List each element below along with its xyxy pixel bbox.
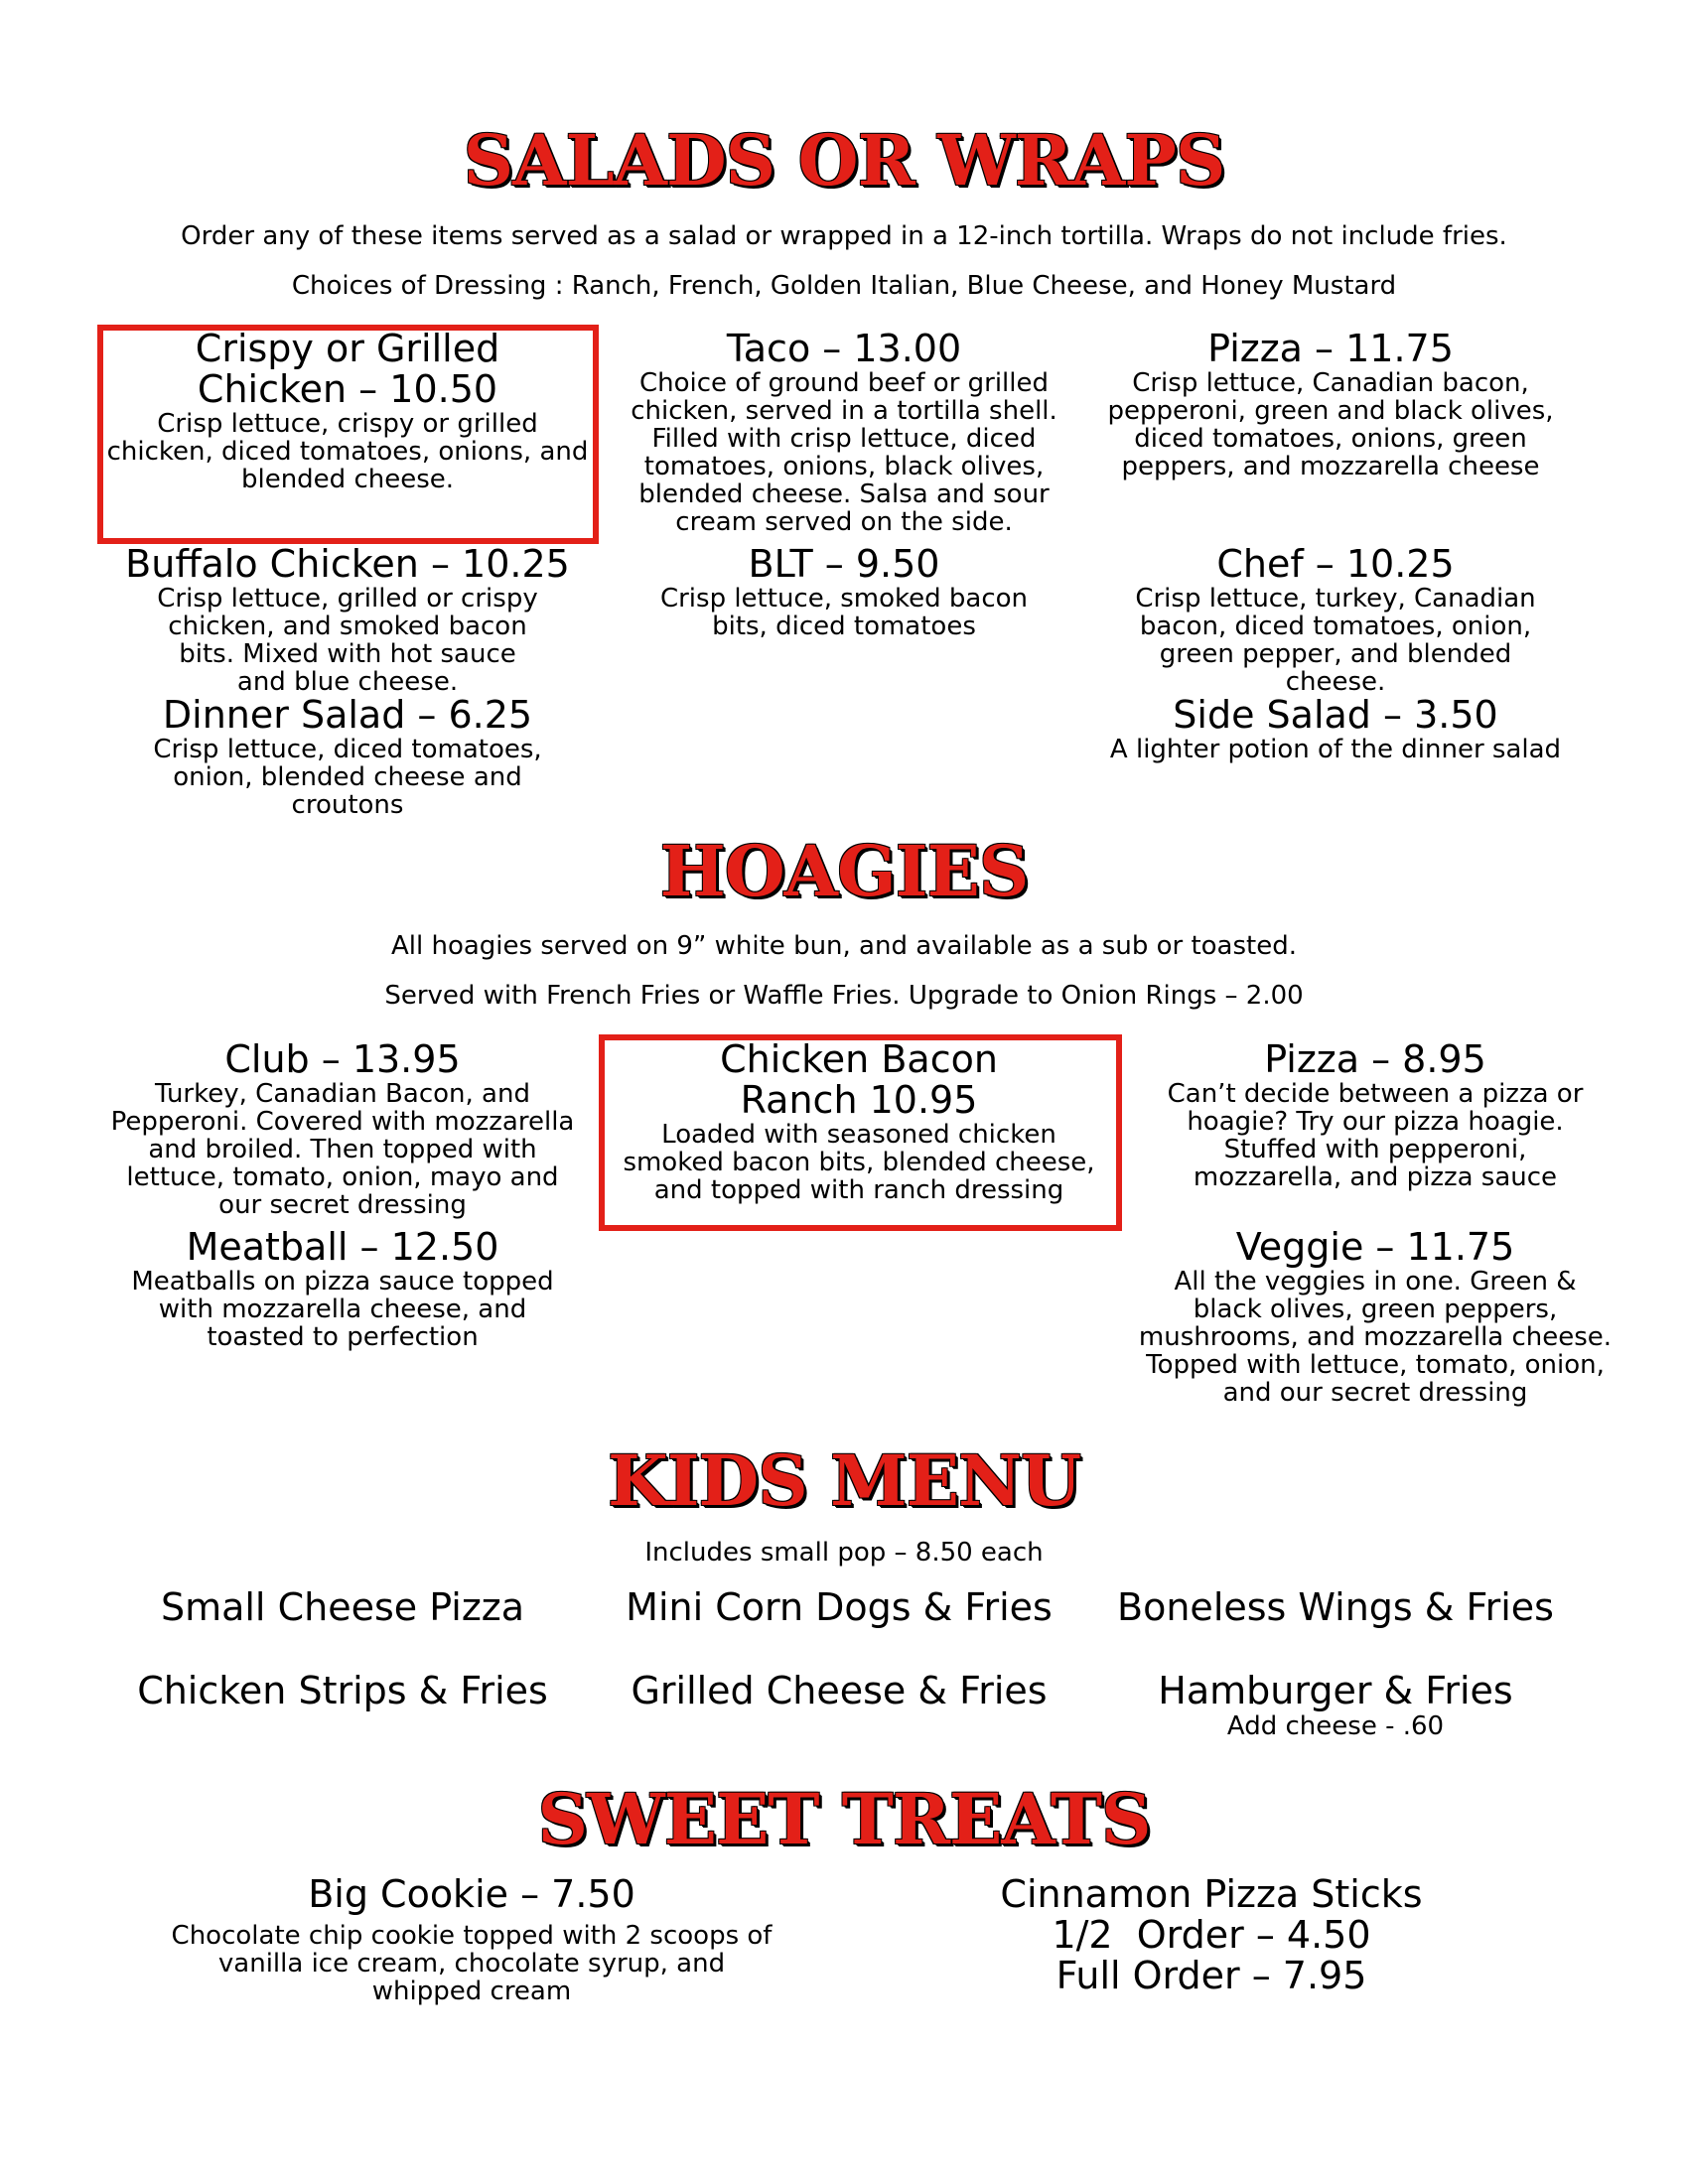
item-name: Small Cheese Pizza	[160, 1585, 525, 1629]
item-price-half-order: 1/2 Order – 4.50	[1052, 1913, 1371, 1957]
kids-item-hamburger	[1097, 1669, 1574, 1740]
menu-item-crispy-grilled-chicken	[104, 329, 591, 493]
item-note: Add cheese - .60	[1226, 1711, 1445, 1741]
item-description: Crisp lettuce, smoked bacon bits, diced tomatoes	[659, 584, 1029, 641]
item-name: Grilled Cheese & Fries	[631, 1669, 1048, 1712]
menu-item-pizza-salad	[1107, 329, 1554, 480]
item-name: BLT – 9.50	[748, 542, 940, 586]
item-description: Meatballs on pizza sauce topped with mozzarella cheese, and toasted to perfection	[131, 1267, 554, 1352]
kids-item-chicken-strips	[104, 1669, 581, 1712]
menu-item-chef	[1107, 544, 1564, 696]
item-name: Hamburger & Fries	[1158, 1669, 1513, 1712]
item-name: Crispy or Grilled Chicken – 10.50	[195, 327, 500, 411]
menu-item-big-cookie	[104, 1874, 839, 2005]
item-name: Chicken Bacon Ranch 10.95	[720, 1037, 998, 1122]
hoagies-heading: HOAGIES	[659, 830, 1029, 912]
kids-item-grilled-cheese	[596, 1669, 1082, 1712]
item-description: Crisp lettuce, turkey, Canadian bacon, diced tomatoes, onion, green pepper, and blended cheese.	[1135, 584, 1536, 697]
menu-item-meatball	[104, 1227, 581, 1351]
item-name: Pizza – 11.75	[1207, 327, 1454, 370]
item-description: A lighter potion of the dinner salad	[1109, 735, 1562, 764]
menu-item-side-salad	[1107, 695, 1564, 763]
item-name: Veggie – 11.75	[1235, 1225, 1515, 1269]
item-name: Chicken Strips & Fries	[137, 1669, 548, 1712]
item-name-line: Cinnamon Pizza Sticks	[1000, 1872, 1423, 1916]
menu-item-blt	[631, 544, 1057, 640]
item-description: Loaded with seasoned chicken smoked bacon bits, blended cheese, and topped with ranch dressing	[623, 1120, 1095, 1205]
salads-dressing-choices: Choices of Dressing : Ranch, French, Golden Italian, Blue Cheese, and Honey Mustard	[291, 271, 1397, 301]
hoagies-intro: All hoagies served on 9” white bun, and available as a sub or toasted.	[390, 931, 1297, 961]
menu-item-chicken-bacon-ranch	[611, 1039, 1107, 1204]
item-name: Mini Corn Dogs & Fries	[626, 1585, 1053, 1629]
item-name: Pizza – 8.95	[1264, 1037, 1486, 1081]
item-price-full-order: Full Order – 7.95	[1055, 1954, 1367, 1997]
menu-item-pizza-hoagie	[1137, 1039, 1614, 1191]
item-description: Can’t decide between a pizza or hoagie? Try our pizza hoagie. Stuffed with pepperoni, mozzarella, and pizza sauce	[1167, 1079, 1584, 1192]
menu-item-dinner-salad	[104, 695, 591, 819]
item-description: All the veggies in one. Green & black olives, green peppers, mushrooms, and mozzarella cheese. Topped with lettuce, tomato, onion, and our secret dressing	[1138, 1267, 1613, 1408]
item-name: Club – 13.95	[224, 1037, 461, 1081]
salads-heading: SALADS OR WRAPS	[463, 119, 1225, 202]
treats-heading: SWEET TREATS	[537, 1778, 1151, 1860]
menu-item-cinnamon-pizza-sticks	[914, 1874, 1509, 1996]
menu-item-buffalo-chicken	[104, 544, 591, 696]
menu-item-taco	[631, 329, 1057, 536]
kids-intro: Includes small pop – 8.50 each	[644, 1538, 1044, 1568]
item-description: Crisp lettuce, grilled or crispy chicken, and smoked bacon bits. Mixed with hot sauce and blue cheese.	[157, 584, 538, 697]
item-description: Crisp lettuce, crispy or grilled chicken, diced tomatoes, onions, and blended cheese.	[106, 409, 589, 494]
item-description: Choice of ground beef or grilled chicken, served in a tortilla shell. Filled with crisp lettuce, diced tomatoes, onions, black olives, blended cheese. Salsa and sour cream served on the side.	[631, 368, 1057, 537]
menu-item-veggie	[1137, 1227, 1614, 1407]
item-description: Crisp lettuce, Canadian bacon, pepperoni, green and black olives, diced tomatoes, onions, green peppers, and mozzarella cheese	[1107, 368, 1554, 481]
item-name: Chef – 10.25	[1216, 542, 1455, 586]
hoagies-sides: Served with French Fries or Waffle Fries. Upgrade to Onion Rings – 2.00	[384, 981, 1304, 1011]
item-name: Side Salad – 3.50	[1173, 693, 1498, 737]
menu-item-club	[104, 1039, 581, 1219]
kids-heading: KIDS MENU	[607, 1439, 1081, 1522]
kids-item-mini-corn-dogs	[596, 1585, 1082, 1629]
item-name: Big Cookie – 7.50	[308, 1872, 635, 1916]
item-name: Buffalo Chicken – 10.25	[125, 542, 570, 586]
kids-item-small-cheese-pizza	[104, 1585, 581, 1629]
item-description: Crisp lettuce, diced tomatoes, onion, blended cheese and croutons	[153, 735, 542, 820]
item-name: Boneless Wings & Fries	[1117, 1585, 1554, 1629]
item-name: Meatball – 12.50	[186, 1225, 499, 1269]
item-name: Taco – 13.00	[726, 327, 962, 370]
item-name: Dinner Salad – 6.25	[162, 693, 533, 737]
salads-intro: Order any of these items served as a salad or wrapped in a 12-inch tortilla. Wraps do not include fries.	[181, 221, 1507, 251]
item-description: Chocolate chip cookie topped with 2 scoops of vanilla ice cream, chocolate syrup, and whipped cream	[171, 1921, 773, 2006]
item-description: Turkey, Canadian Bacon, and Pepperoni. Covered with mozzarella and broiled. Then topped with lettuce, tomato, onion, mayo and our secret dressing	[110, 1079, 575, 1220]
kids-item-boneless-wings	[1097, 1585, 1574, 1629]
